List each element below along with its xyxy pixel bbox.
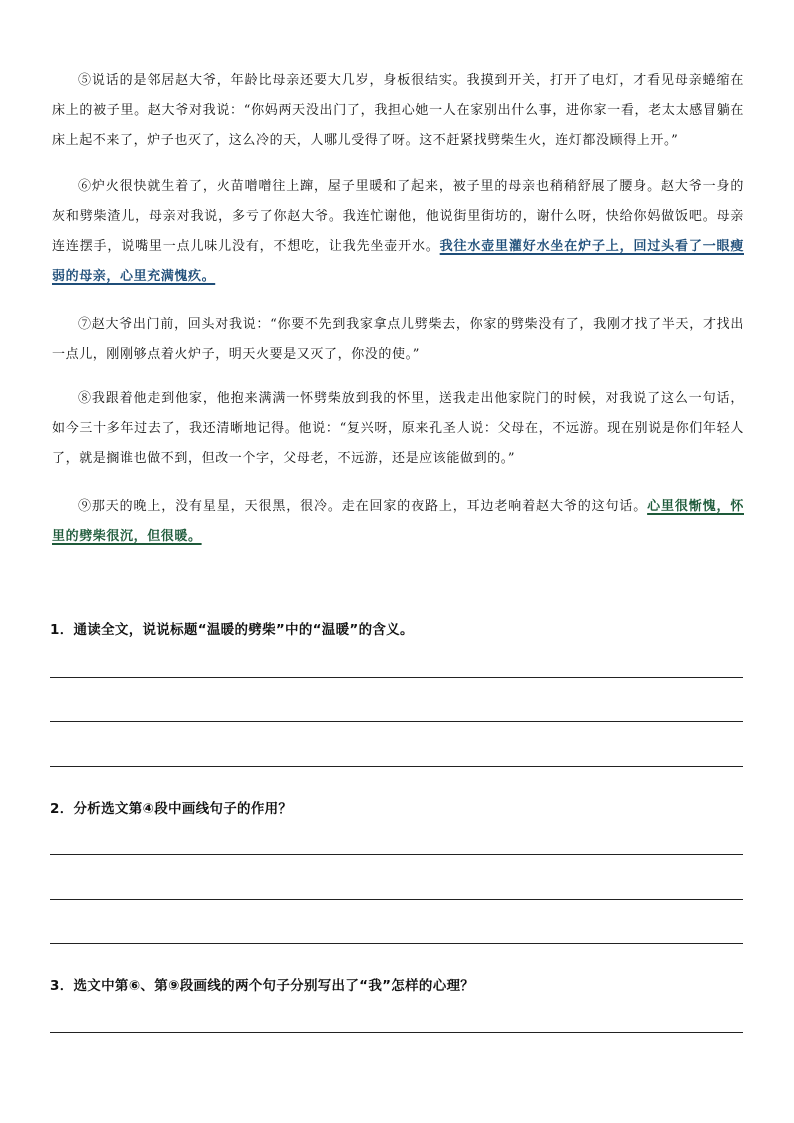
answer-line[interactable] [50,1032,743,1033]
paragraph-6-text: ⑥炉火很快就生着了，火苗噌噌往上蹿，屋子里暖和了起来，被子里的母亲也稍稍舒展了腰身。赵大爷一身的灰和劈柴渣儿，母亲对我说，多亏了你赵大爷。我连忙谢他，他说街里街坊的，谢什么呀，快给你妈做饭吧。母亲连连摆手，说嘴里一点儿味儿没有，不想吃，让我先坐壶开水。 [52,179,744,254]
question-2: 2．分析选文第④段中画线句子的作用？ [50,801,293,817]
answer-line[interactable] [50,899,743,900]
question-3: 3．选文中第⑥、第⑨段画线的两个句子分别写出了“我”怎样的心理？ [50,978,475,994]
answer-line[interactable] [50,943,743,944]
paragraph-5-text: ⑤说话的是邻居赵大爷，年龄比母亲还要大几岁，身板很结实。我摸到开关，打开了电灯，才看见母亲蜷缩在床上的被子里。赵大爷对我说：“你妈两天没出门了，我担心她一人在家别出什么事，进你家一看，老太太感冒躺在床上起不来了，炉子也灭了，这么冷的天，人哪儿受得了呀。这不赶紧找劈柴生火，连灯都没顾得上开。” [52,73,744,148]
paragraph-8 [52,384,744,474]
answer-line[interactable] [50,766,743,767]
paragraph-7 [52,310,744,370]
paragraph-9 [52,492,744,552]
paragraph-6 [52,172,744,292]
paragraph-5 [52,66,744,156]
answer-line[interactable] [50,721,743,722]
answer-line[interactable] [50,854,743,855]
paragraph-9-underlined-sentence: 心里很惭愧，怀里的劈柴很沉，但很暖。 [52,499,744,544]
paragraph-9-text: ⑨那天的晚上，没有星星，天很黑，很冷。走在回家的夜路上，耳边老响着赵大爷的这句话。 [78,499,648,514]
paragraph-7-text: ⑦赵大爷出门前，回头对我说：“你要不先到我家拿点儿劈柴去，你家的劈柴没有了，我刚才找了半天，才找出一点儿，刚刚够点着火炉子，明天火要是又灭了，你没的使。” [52,317,744,362]
answer-line[interactable] [50,677,743,678]
paragraph-8-text: ⑧我跟着他走到他家，他抱来满满一怀劈柴放到我的怀里，送我走出他家院门的时候，对我说了这么一句话，如今三十多年过去了，我还清晰地记得。他说：“复兴呀，原来孔圣人说：父母在，不远游。现在别说是你们年轻人了，就是搁谁也做不到，但改一个字，父母老，不远游，还是应该能做到的。” [52,391,744,466]
paragraph-6-underlined-sentence: 我往水壶里灌好水坐在炉子上，回过头看了一眼瘦弱的母亲，心里充满愧疚。 [52,239,744,284]
question-1: 1．通读全文，说说标题“温暖的劈柴”中的“温暖”的含义。 [50,622,414,638]
